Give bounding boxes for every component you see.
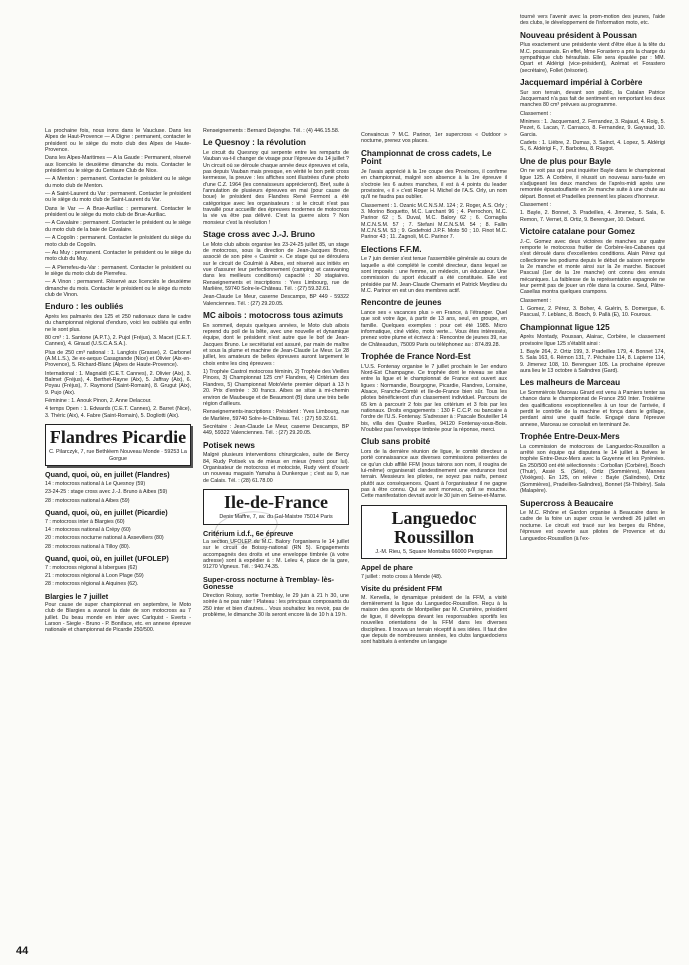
section-heading: Enduro : les oubliés [45, 302, 124, 312]
section-heading: Championnat ligue 125 [520, 322, 610, 332]
paragraph: Classement : [520, 202, 551, 209]
paragraph: 1. Bayle 264, 2. Ortiz 199, 3. Pradeilles 179, 4. Bonnet 174, 5. Sala 163, 6. Rémon 131, 7. Péchaire 114, 8. Lapierre 114, 9. Jimenez 108, 10. Berenguer 105. La prochaine épreuve aura lieu le 13 octobre à Salindres (Gard). [520, 349, 665, 375]
paragraph: Le 7 juin dernier s'est tenue l'assemblée générale au cours de laquelle a été complété le comité directeur, dans lequel se sont imposés : une femme, un médecin, un éducateur. Une commission du sport éducatif a été constituée. Elle est présidée par M. Jean-Claude Chemarin et Patrick Meydieu du M.C. Parinor en est un des membres actif. [361, 256, 507, 295]
section-heading: Critérium i.d.f., 6e épreuve [203, 528, 294, 538]
paragraph: Féminine : 1. Anouk Pinon, 2. Anne Delacour. [45, 397, 152, 404]
list-item: 28 : motocross national à Tilloy (80). [45, 543, 131, 550]
vaucluse-intro [45, 128, 191, 298]
paragraph: — A Menton : permanent. Contacter le président ou le siège du moto club de Menton. [45, 176, 191, 189]
paragraph: On ne voit pas qui peut inquiéter Bayle dans le championnat ligue 125. A Corbère, il réussit un nouveau sans-faute en s'adjugeant les deux manches de l'après-midi après une remontée époustouflante en 2e manche suite à une chute au départ. Bonnet et Pradeilles prennent les places d'honneur. [520, 168, 665, 200]
section-heading: Appel de phare [361, 563, 413, 573]
paragraph: Dans le Var — A Brue-Auriliac : permanent. Contacter le président ou le siège du moto club de Brue-Auriliac. [45, 205, 191, 219]
section-heading: Super-cross nocturne à Tremblay- lès-Gonesse [203, 574, 335, 592]
paragraph: Lance ses « vacances plus » en France, à l'étranger. Quel que soit votre âge, à partir de 13 ans, seul, en groupe, en famille. Quelques exemples : pour cet été 1985. Micro informatique, ciné vidéo, moto verte... Vous êtes intéressés, prenez votre plume et écrivez à : Rencontre de jeunes 39, rue de Châteaudun, 75009 Paris ou téléphonez au : 874.89.28. [361, 309, 507, 348]
paragraph: Sur son terrain, devant son public, la Catalan Patrice Jacquemard n'a pas fait de sentiment en remportant les deux manches 80 cm³ prévues au programme. [520, 89, 665, 109]
paragraph: 7 juillet : moto cross à Mende (48). [361, 573, 443, 580]
paragraph: Renseignements : Bernard Dejonghe. Tél. : (4) 446.15.58. [203, 128, 340, 134]
section-heading: Supercross à Beaucaire [520, 498, 614, 508]
paragraph: Plus exactement une présidente vient d'être élue à la tête du M.C. poussanais. En effet, Mme Forastero a pris la charge du sympathique club héraultais. Elle sera épaulée par : MM. Opart et Aldérigi (vice-président), Azémat et Forastero (secrétaire), Follet (trésorier). [520, 42, 665, 74]
region-box-languedoc-roussillon [361, 505, 507, 560]
paragraph: 1) Trophée Castrol motocross féminin, 2) Trophée des Vieilles Pinces, 3) Championnat 125 cm³ Flandres, 4) Critérium des Flandres, 5) Championnat MotoVerte premier départ à 13 h 20. Prix d'entrée : 30 francs. Aibes se situe à mi-chemin environ de Maubeuge et de Beaumont (B) dans une très belle région d'ailleurs. [203, 369, 349, 407]
paragraph: — A Saint-Laurent du Var : permanent. Contacter le président ou le siège du moto club de Saint-Laurent du Var. [45, 191, 191, 204]
paragraph: Plus de 250 cm³ national : 1. Langlois (Grasse), 2. Carbonel (A.M.L.S.), 3e ex-aequo Casagrande (Nice) et Olivier (Aix-en-Provence), 5. Richard-Blanc (Alpes de Haute-Provence). [45, 349, 191, 369]
paragraph: Jean-Claude Le Meur, caserne Descamps, BP 449 - 59322 Valenciennes. Tél. : (27) 29.20.05. [203, 294, 349, 307]
paragraph: Le Sommiérois Marceau Girard est venu à Pamiers tenter sa chance dans le championnat de France 250 Inter. Troisième des qualifications exceptionnelles à un tour de l'arrivée, il perdit le contrôle de la machine et fonça dans le grillage, perdant ainsi une qualif facile. Engagé dans l'épreuve annexe, Marceau se consolait en terminant 3e. [520, 390, 665, 428]
paragraph: L'U.S. Fontenay organise le 7 juillet prochain le 1er enduro Nord-Est Champagne. Ce trophée dont le niveau se situe entre la ligue et le championnat de France est ouvert aux ligues : Normandie, Bourgogne, Picardie, Flandres, Lorraine, Alsace, Franche-Comté et Ile-de-France bien sûr. Tous les pilotes bénéficieront d'un classement individuel. Parcours de 65 km à parcourir 2 fois par les critérium et 3 fois par les nationaux. Droits engagements : 130 F C.C.P. ou bancaire à l'ordre de l'U.S. Fontenay. S'adresser à : Pascale Bouteiller 14 bis, villa des Quatre Ruelles, 94120 Fontenay-sous-Bois. N'oubliez pas l'enveloppe timbrée pour la réponse, merci. [361, 363, 507, 434]
region-title: Flandres Picardie [49, 427, 187, 448]
list-item: 28 : motocross national à Aibes (59) [45, 497, 130, 504]
region-box-flandres-picardie [45, 424, 191, 466]
paragraph: Le circuit du Quesnoy qui serpente entre les remparts de Vauban va-t-il changer de visage pour l'épreuve du 14 juillet ? Un circuit où se déroule chaque année deux épreuves et cela, pas depuis Vauban mais presque, en vérité le bon petit cross kermesse, la preuve : les affiches sont illustrées d'une photo d'une C.Z. 1964 (les connaisseurs apprécieront). Bref, suite à l'annulation de plusieurs épreuves en mai (pour cause de boue) le président des Flandres René Fermont a été catégorique avec les organisateurs : si le circuit n'est pas travaillé pour accueillir des épreuves modernes de motocross la vie va être pas délivré. C'est la guerre alors ? Non monsieur c'est la révolution ! [203, 149, 349, 226]
section-heading: Club sans probité [361, 437, 431, 447]
section-heading: Potisek news [203, 440, 255, 450]
paragraph: — A Pierrefeu-du-Var : permanent. Contacter le président ou le siège du moto club de Pierrefeu. [45, 264, 191, 277]
paragraph: Je l'avais apprécié à la 1re coupe des Provinces, il confirme en championnat, malgré son absence à la 1re épreuve il s'octroie les 6 autres manches, il est à 4 points du leader provisoire, « il » c'est Roger H. Michel de l'A.S. Orly, un nom qu'il ne faudra pas oublier. [361, 168, 507, 201]
paragraph: 4 temps Open : 1. Edwards (C.E.T. Cannes), 2. Barret (Nice), 3. Théric (Aix), 4. Fabre (Saint-Romain), 5. Dogliotti (Aix). [45, 406, 191, 419]
paragraph: 1. Gomez, 2. Pérez, 3. Boher, 4. Guérin, 5. Domergue, 6. Pascual, 7. Leblanc, 8. Bosch, 9. Pallà (E), 10. Fouroux. [520, 306, 665, 319]
paragraph: La prochaine fois, nous irons dans le Vaucluse. Dans les Alpes de Haut-Provence — A Digne : permanent, contacter le président ou le siège du moto club des Alpes de Haute-Provence. [45, 128, 191, 154]
section-heading: Championnat de cross cadets, Le Point [361, 148, 492, 167]
column-4 [520, 14, 665, 544]
paragraph: Lors de la dernière réunion de ligue, le comité directeur a porté connaissance aux diverses commissions présentes de ce qu'un club affilié FFM (nous tairons son nom, il rougira de lui-même) organiserait clandestinement une endurance tout terrain. Messieurs les pilotes, ne soyez pas naïfs, pensez plutôt aux conséquences. Quant à l'organisateur il ne gagne pas à être connu. Qui se sent morveux, qu'il se mouche. Cette manifestation devrait avoir le 30 juin en Seine-et-Marne. [361, 449, 507, 500]
section-heading: Victoire catalane pour Gomez [520, 227, 635, 237]
section-heading: Une de plus pour Bayle [520, 156, 611, 166]
section-heading: MC aibois : motocross tous azimuts [203, 311, 344, 321]
paragraph: La section UFOLEP du M.C. Balory l'organisera le 14 juillet sur le circuit de Boissy-national (RN 5). Engagements accompagnés des droits et une enveloppe timbrée (à votre adresse) sont à expédier à : M. Leleu 4, place de la gare, 91270 Vigneux. Tél. : 940.74.35. [203, 539, 349, 571]
region-correspondent: Denis Maffre, 7, av. du Gal-Maistre 75014 Paris [219, 513, 333, 520]
section-heading: Blargies le 7 juillet [45, 591, 109, 601]
paragraph: International : 1. Magnaldi (C.E.T. Cannes), 2. Olivier (Aix), 3. Balmet (Fréjus), 4. Berthet-Rayne (Aix), 5. Jaffray (Aix), 6. Poyau (Fréjus), 7. Raymond (Saint-Romain), 8. Grugut (Aix), 9. Pujo (Aix). [45, 370, 191, 396]
region-title: Ile-de-France [224, 491, 328, 512]
paragraph: Convaincus ? M.C. Parinor, 1er supercross « Outdoor » nocturne, prenez vos places. [361, 132, 507, 145]
section-heading: Trophée Entre-Deux-Mers [520, 432, 620, 442]
paragraph: tourné vers l'avenir avec la prom-motion des jeunes, l'aide des clubs, le développement de l'information moto, etc. [520, 14, 665, 27]
list-item: 7 : motocross régional à Isbergues (62) [45, 564, 138, 571]
paragraph: Le M.C. Rhône et Gardon organise à Beaucaire dans le cadre de la foire un super cross le vendredi 26 juillet en nocturne. Le circuit est tracé sur les berges du Rhône, l'épreuve est ouverte aux pilotes de Provence et du Languedoc-Roussillon (à l'ex- [520, 510, 665, 542]
section-heading: Jacquemard impérial à Corbère [520, 78, 643, 88]
section-heading: Visite du président FFM [361, 584, 442, 594]
region-correspondent: J.-M. Rieu, 5, Square Montalba 66000 Perpignan [375, 548, 493, 555]
paragraph: Minimes : 1. Jacquemard, 2. Ferrandez, 3. Rajaud, 4. Roig, 5. Pezet, 6. Lacan, 7. Carrasco, 8. Fernandez, 9. Gayraud, 10. Garcia. [520, 119, 665, 138]
section-heading: Les malheurs de Marceau [520, 378, 621, 388]
paragraph: Après les palmarès des 125 et 250 nationaux dans le cadre du championnat régional d'enduro, voici les oubliés qui enfin ne le sont plus. [45, 313, 191, 333]
region-title: Languedoc Roussillon [391, 507, 477, 547]
section-heading: Quand, quoi, où, en juillet (UFOLEP) [45, 553, 169, 563]
region-correspondent: C. Pilarczyk, 7, rue Bethléem Nouveau Monde · 59253 La Gorgue [49, 448, 187, 462]
paragraph: — Au Muy : permanent. Contacter le président ou le siège du moto club du Muy. [45, 249, 191, 263]
list-item: 20 : motocross nocturne national à Asseviliers (80) [45, 535, 164, 542]
column-1 [45, 128, 191, 636]
list-item: 14 : motocross national à Le Quesnoy (59) [45, 480, 146, 487]
paragraph: M. Kervella, le dynamique président de la FFM, a visité dernièrement la ligue du Languedoc-Roussillon. Reçu à la maison des sports de Montpellier par M. Crumière, président de ligue, il développa devant les responsables sportifs les nouvelles orientations de la FFM dans les diverses disciplines. Il trouva un terrain réceptif à ses idées. Il faut dire que depuis de nombreuses années, les clubs languedociens sont habitués à entendre un langage [361, 594, 507, 646]
list-item: 28 : motocross régional à Aiquines (62). [45, 581, 139, 588]
section-heading: Trophée de France Nord-Est [361, 352, 471, 362]
paragraph: Classement : [520, 297, 551, 304]
paragraph: Direction Roissy, sortie Tremblay, le 29 juin à 21 h 30, une soirée à ne pas rater ! Plateau : les principaux composants du 250 inter et bien d'autres... Vous souhaitez les revoir, pas de problème, le dimanche 30 ils seront encore là de 10 h à 19 h. [203, 592, 349, 618]
page-number: 44 [16, 945, 29, 957]
paragraph: — A Cavalaire : permanent. Contacter le président ou le siège du moto club de la baie de Cavalaire. [45, 220, 191, 233]
column-3 [361, 132, 507, 648]
paragraph: Le Moto club aibois organise les 23-24-25 juillet 85, un stage de motocross, sous la direction de Jean-Jacques Bruno, associé de son père « Casimir ». Ce stage qui se déroulera sur le circuit de Coulmié à Aibes, est réservé aux initiés en vue d'assurer leur perfectionnement (camping et caravaning dans les meilleurs conditions) capacité : 30 stagiaires. Renseignements et inscriptions : Yves Limbourg, rue de Marlière, 59740 Solre-le-Château. Tél. : (27) 59.32.61. [203, 241, 349, 293]
paragraph: Renseignements-inscriptions : Président : Yves Limbourg, rue de Marlière, 59740 Solre-le-Château. Tél. : (27) 59.32.61. [203, 409, 349, 422]
paragraph: — A Vinon : permanent. Réservé aux licenciés le deuxième dimanche du mois. Contacter le président ou le siège du moto club de Vinon. [45, 279, 191, 298]
section-heading: Rencontre de jeunes [361, 298, 442, 308]
paragraph: Classement : 1. Ozanic M.C.N.S.M. 124 ; 2. Roger, A.S. Orly ; 3. Morino Boquetto, M.C. Larchant 96 ; 4. Perrochon, M.C. Parinor 62 ; 5. Duval, M.C. Balory 62 ; 6. Cornaglia M.C.N.S.M. 57 ; 7. Stefani M.C.N.S.M. 54 ; 8. Fallin M.C.N.S.M. 53 ; 9. Godefroid J.P.F. Moto 50 ; 10. Finot M.C. Parinor 43 ; 11. Zagnoli, M.C. Parinor 7. [361, 202, 507, 241]
paragraph: 80 cm³ : 1. Santone (A.P.T.), 2. Pujol (Fréjus), 3. Macet (C.E.T. Cannes), 4. Giraud (U.S.C.A.S.A.). [45, 334, 191, 348]
list-item: 21 : motocross régional à Loon Plage (59) [45, 572, 144, 579]
paragraph: Après Montady, Poussan, Alairac, Corbère, le classement provisoire ligue 125 s'établit ainsi : [520, 334, 665, 347]
paragraph: — A Cogolin : permanent. Contacter le président du siège du moto club de Cogolin. [45, 235, 191, 248]
paragraph: Malgré plusieurs interventions chirurgicales, suite de Bercy 84, Rudy Potisek va de mieux en mieux (merci pour lui). Organisateur de motocross et motociste, Rudy vient d'ouvrir un nouveau magasin Yamaha à Dunkerque ; c'est au 9, rue de Calais. Tél. : (28) 61.78.00 [203, 452, 349, 484]
section-heading: Le Quesnoy : la révolution [203, 138, 306, 148]
column-2 [203, 128, 349, 620]
paragraph: Secrétaire : Jean-Claude Le Meur, caserne Descamps, BP 449, 59322 Valenciennes. Tél. : (27) 29.20.05. [203, 423, 349, 437]
paragraph: J.-C. Gomez avec deux victoires de manches sur quatre remporte le motocross fruitier de Corbère-les-Cabanes qui s'est déroulé dans d'excellentes conditions. Alain Pérez qui collectionne les podiums depuis le début de saison remporte la 2e manche et monte ainsi sur la 2e marche. Bacouet Pascual (1er de la 1re manche) ont connu des ennuis mécaniques. La faiblesse de la représentation espagnole ne leur permit pas de jouer un rôle dans la course. Seul, Pâtre-Casellas montra quelques crampons. [520, 238, 665, 296]
list-item: 7 : motocross inter à Blargies (60) [45, 518, 125, 525]
paragraph: Dans les Alpes-Maritimes — A la Gaude : Permanent, réservé aux licenciés le deuxième dimanche du mois. Contacter le président ou le siège du Centaure Club de Nice. [45, 155, 191, 175]
section-heading: Elections F.F.M. [361, 244, 422, 254]
paragraph: Cadets : 1. Lièbre, 2. Dumas, 3. Sainct, 4. Lopez, 5. Aldérigi S., 6. Aldérigi F., 7. Barboteu, 8. Raygot. [520, 140, 665, 153]
section-heading: Nouveau président à Poussan [520, 30, 637, 40]
list-item: 14 : motocross national à Crépy (60) [45, 526, 131, 533]
paragraph: Classement : [520, 110, 551, 117]
paragraph: En sommeil, depuis quelques années, le Moto club aibois reprend du poil de la bête, avec une nouvelle et dynamique équipe, dont le président n'est autre que le bof de Jean-Jacques Bruno. Le secrétariat est assuré, par main de maître et sous la plume et machine de Jean-Claude Le Meur. Le 28 juillet, les amateurs de belles épreuves auront largement le choix entre les cinq épreuves : [203, 322, 349, 367]
section-heading: Stage cross avec J.-J. Bruno [203, 230, 315, 240]
list-item: 23-24-25 : stage cross avec J.-J. Bruno à Aibes (59) [45, 489, 168, 496]
paragraph: Pour cause de super championnat en septembre, le Moto club de Blargies a avancé la date de son motocross au 7 juillet. Du beau monde en inter avec Carlquist - Everts - Larson - Siegle - Bruno - P. Boniface, etc. en annexe épreuve nationale et championnat de Picardie 250/500. [45, 602, 191, 634]
section-heading: Quand, quoi, où, en juillet (Picardie) [45, 508, 168, 517]
section-heading: Quand, quoi, où, en juillet (Flandres) [45, 470, 170, 480]
paragraph: 1. Bayle, 2. Bonnet, 3. Pradeilles, 4. Jimenez, 5. Sala, 6. Remon, 7. Vernet, 8. Ortiz, 9. Berenguer, 10. Debard. [520, 210, 665, 223]
paragraph: La commission de motocross de Languedoc-Roussillon a arrêté son équipe qui disputera le 14 juillet à Belves le trophée Entre-Deux-Mers avec la Guyenne et les Pyrénées. En 250/500 ont été sélectionnés : Corbollan (Corbère), Bosch (Thuir), Assié S. (Sète), Ortiz (Sommières), Mannes (Vixièges). En 125, on relève : Bayle (Salindres), Ortiz (Sommières), Pradeilles-Salindres), Bonnet (St-Thibéry). Sala (Malapère). [520, 443, 665, 495]
